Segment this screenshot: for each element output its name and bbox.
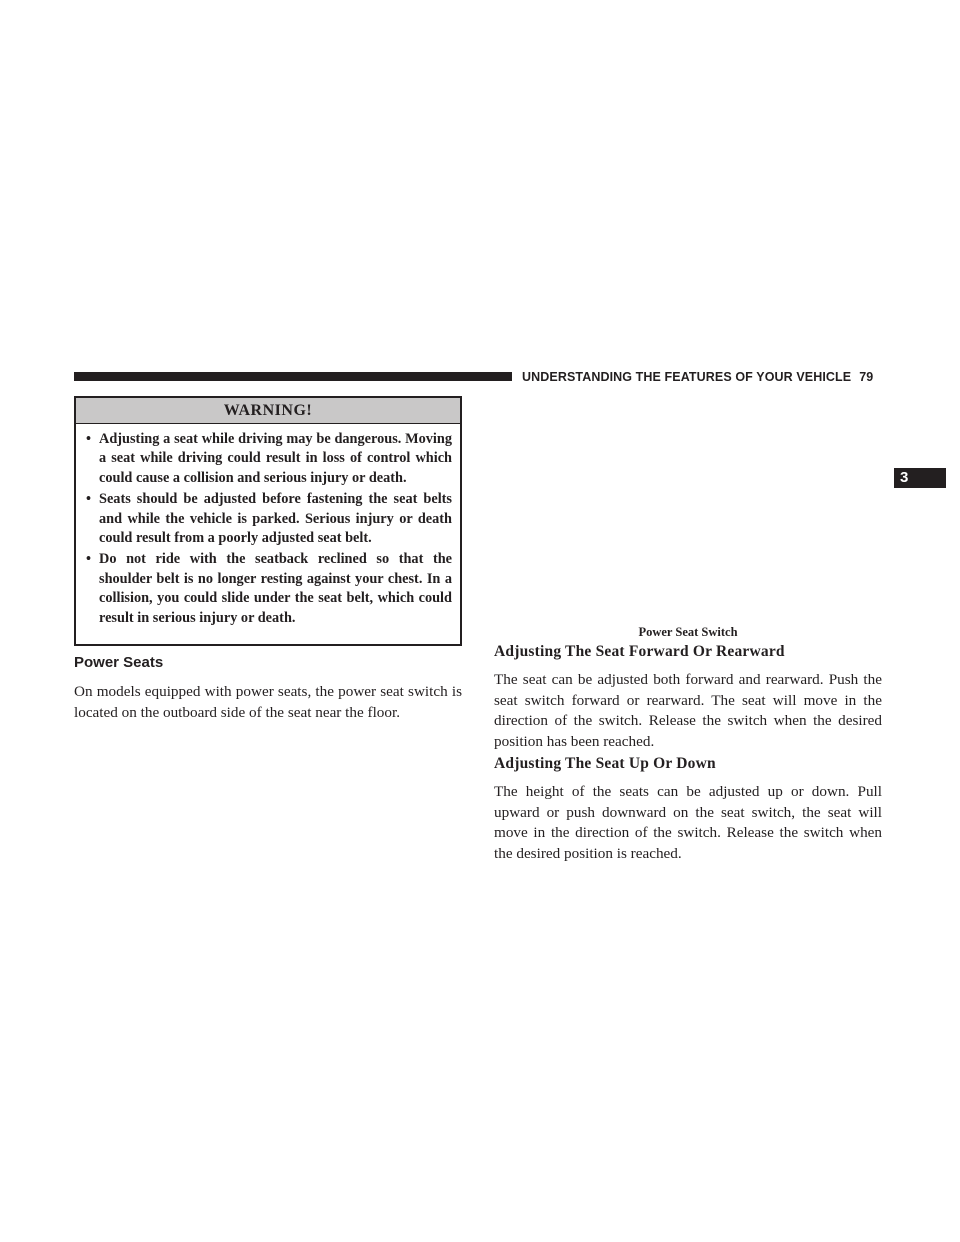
chapter-tab: 3 bbox=[894, 468, 946, 488]
warning-item: • Adjusting a seat while driving may be dangerous. Moving a seat while driving could result in loss of control which could cause a collision and serious injury or death. bbox=[86, 431, 452, 486]
warning-list bbox=[76, 424, 460, 628]
warning-item: • Do not ride with the seatback reclined so that the shoulder belt is no longer resting against your chest. In a collision, you could slide under the seat belt, which could result in serious injury or death. bbox=[86, 551, 452, 626]
power-seats-body: On models equipped with power seats, the power seat switch is located on the outboard side of the seat near the floor. bbox=[74, 683, 462, 721]
bullet-icon: • bbox=[86, 551, 92, 568]
warning-title: WARNING! bbox=[76, 398, 460, 424]
up-down-body: The height of the seats can be adjusted up or down. Pull upward or push downward on the seat switch, the seat will move in the direction of the switch. Release the switch when the desired position is reached. bbox=[494, 783, 882, 863]
running-header bbox=[522, 369, 880, 385]
warning-box bbox=[74, 396, 462, 646]
forward-rearward-body: The seat can be adjusted both forward and rearward. Push the seat switch forward or rearward. The seat will move in the direction of the switch. Release the switch when the desired position has been reached. bbox=[494, 671, 882, 751]
figure-caption: Power Seat Switch bbox=[638, 625, 738, 639]
section-title: UNDERSTANDING THE FEATURES OF YOUR VEHICLE bbox=[522, 370, 852, 384]
power-seats-heading: Power Seats bbox=[74, 654, 164, 671]
forward-rearward-heading: Adjusting The Seat Forward Or Rearward bbox=[494, 643, 785, 660]
header-rule bbox=[74, 372, 512, 381]
warning-item: • Seats should be adjusted before fastening the seat belts and while the vehicle is parked. Serious injury or death could result from a poorly adjusted seat belt. bbox=[86, 491, 452, 547]
page-number: 79 bbox=[859, 370, 874, 384]
bullet-icon: • bbox=[86, 431, 92, 447]
bullet-icon: • bbox=[86, 491, 92, 508]
up-down-heading: Adjusting The Seat Up Or Down bbox=[494, 755, 716, 772]
